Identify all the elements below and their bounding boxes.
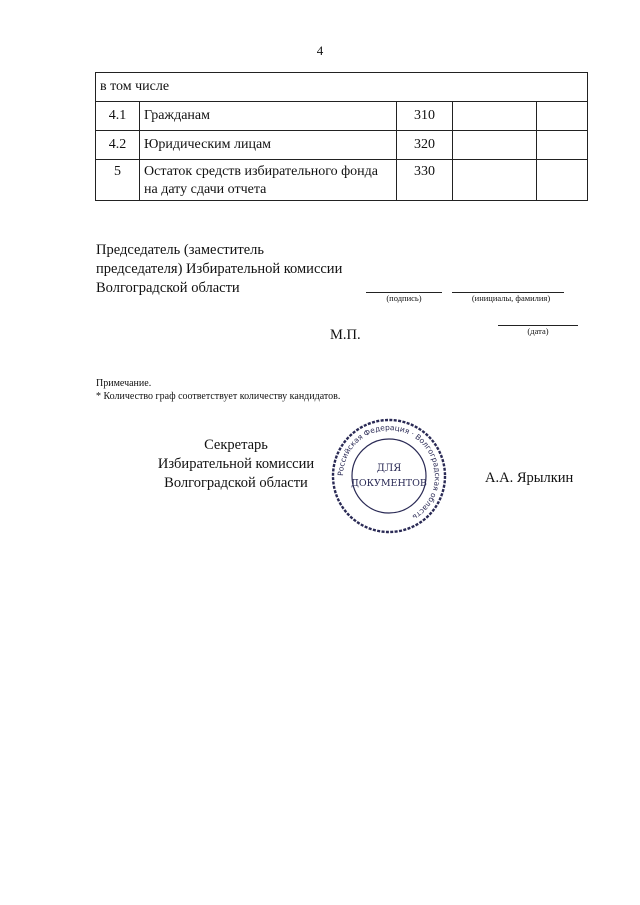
row-cell xyxy=(453,102,537,131)
row-code: 320 xyxy=(397,131,453,160)
stamp-center-line: ДЛЯ xyxy=(376,463,402,474)
seal-place-label: М.П. xyxy=(330,327,361,343)
row-name: Гражданам xyxy=(140,102,397,131)
table-row xyxy=(96,102,588,131)
row-name: Юридическим лицам xyxy=(140,131,397,160)
row-number: 4.1 xyxy=(96,102,140,131)
secretary-name: А.А. Ярылкин xyxy=(485,470,574,486)
row-cell xyxy=(537,131,588,160)
signature-caption: (подпись) xyxy=(386,293,422,303)
table-row xyxy=(96,131,588,160)
row-cell xyxy=(453,131,537,160)
row-number: 5 xyxy=(96,160,140,201)
row-cell xyxy=(453,160,537,201)
row-code: 330 xyxy=(397,160,453,201)
stamp-center-line: ДОКУМЕНТОВ xyxy=(351,478,427,489)
stamp-inner-ring xyxy=(352,439,426,513)
secretary-title-line: Избирательной комиссии xyxy=(157,456,315,472)
note xyxy=(96,377,340,403)
chairman-title-line: Волгоградской области xyxy=(96,280,240,296)
stamp-outer-ring xyxy=(333,420,445,532)
table-row xyxy=(96,160,588,201)
initials-caption: (инициалы, фамилия) xyxy=(471,293,551,303)
row-name: Остаток средств избирательного фонда на дату сдачи отчета xyxy=(140,160,397,201)
table-row xyxy=(96,73,588,102)
page-number: 4 xyxy=(316,43,324,58)
stamp-ring-text: Российская Федерация · Волгоградская область xyxy=(335,422,443,522)
section-label: в том числе xyxy=(96,73,588,102)
official-stamp xyxy=(328,417,450,535)
chairman-title xyxy=(96,241,342,298)
report-table xyxy=(95,72,588,201)
row-code: 310 xyxy=(397,102,453,131)
date-caption: (дата) xyxy=(527,326,549,336)
secretary-title-line: Секретарь xyxy=(204,437,268,453)
chairman-title-line: председателя) Избирательной комиссии xyxy=(96,261,343,277)
row-cell xyxy=(537,102,588,131)
row-number: 4.2 xyxy=(96,131,140,160)
chairman-title-line: Председатель (заместитель xyxy=(96,242,265,258)
secretary-title-line: Волгоградской области xyxy=(164,475,308,491)
note-heading: Примечание. xyxy=(96,378,152,389)
note-text: * Количество граф соответствует количеству кандидатов. xyxy=(96,391,341,402)
row-cell xyxy=(537,160,588,201)
